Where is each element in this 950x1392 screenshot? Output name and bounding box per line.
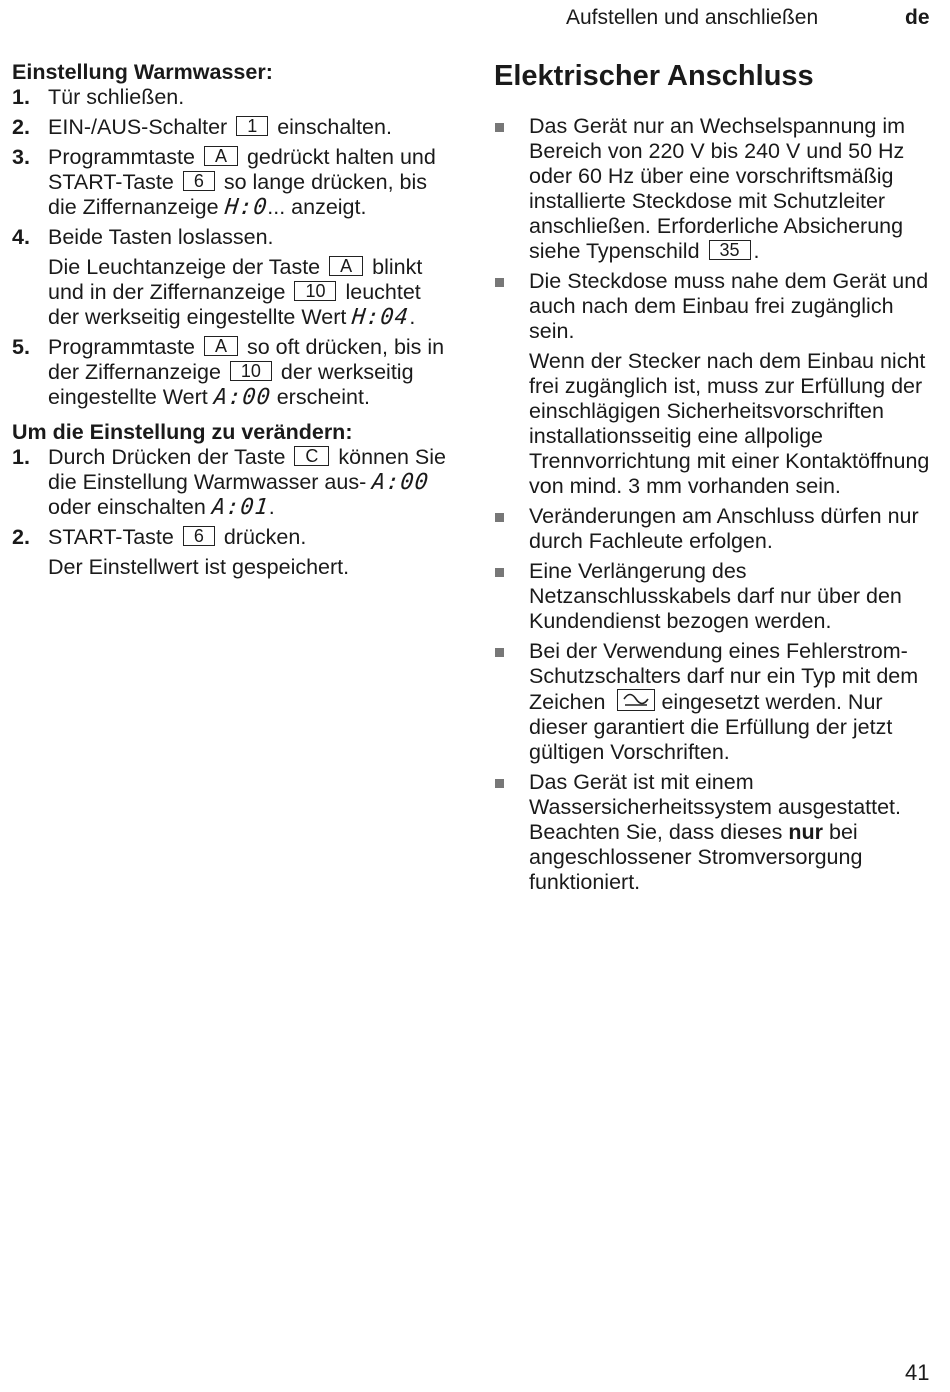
step-text: Durch Drücken der Taste <box>48 445 286 469</box>
note-text: blinkt und in der Ziffernanzeige <box>48 255 423 304</box>
bullet-text: eingesetzt werden. Nur dieser garantiert die Erfüllung der jetzt gültigen Vorschriften. <box>529 690 893 764</box>
lcd-display-value: A:00 <box>212 385 273 410</box>
lcd-display-value: A:01 <box>210 495 271 520</box>
bullet-text: Die Steckdose muss nahe dem Gerät und auch nach dem Einbau frei zugänglich sein. <box>529 269 929 343</box>
bullet-item <box>494 504 934 554</box>
key-symbol: 6 <box>183 526 215 546</box>
square-bullet-icon <box>495 779 504 788</box>
square-bullet-icon <box>495 513 504 522</box>
step-text: einschalten. <box>277 115 392 139</box>
step-text: so oft drücken, bis in der Ziffernanzeige <box>48 335 445 384</box>
step-number: 4. <box>12 225 30 249</box>
bullet-text: Das Gerät ist mit einem Wassersicherheitssystem ausgestattet. Beachten Sie, dass dieses <box>529 770 902 844</box>
step-item <box>12 115 452 140</box>
key-symbol: 10 <box>294 281 336 301</box>
bullet-text: Bei der Verwendung eines Fehlerstrom-Schutzschalters darf nur ein Typ mit dem Zeichen <box>529 639 919 714</box>
step-text: Programmtaste <box>48 335 195 359</box>
key-symbol: 35 <box>709 240 751 260</box>
bullet-text: . <box>753 239 760 263</box>
lcd-display-value: H:0 <box>223 195 269 220</box>
step-text: Tür schließen. <box>48 85 185 109</box>
note-text: Die Leuchtanzeige der Taste <box>48 255 321 279</box>
step-item <box>12 225 452 250</box>
step-text: oder einschalten <box>48 495 206 519</box>
key-symbol: A <box>204 336 238 356</box>
step-text: so lange drücken, bis die Ziffernanzeige <box>48 170 428 219</box>
step-text: gedrückt halten und START-Taste <box>48 145 436 194</box>
bullet-item <box>494 639 934 765</box>
page-number: 41 <box>905 1360 930 1385</box>
key-symbol: 10 <box>230 361 272 381</box>
bullet-item <box>494 269 934 344</box>
step-number: 1. <box>12 85 30 109</box>
key-symbol: C <box>294 446 329 466</box>
step-item <box>12 335 452 410</box>
step-item <box>12 445 452 520</box>
step-number: 5. <box>12 335 30 359</box>
bullet-text: Veränderungen am Anschluss dürfen nur durch Fachleute erfolgen. <box>529 504 919 553</box>
lcd-display-value: H:04 <box>351 305 411 330</box>
section-title: Elektrischer Anschluss <box>494 60 814 92</box>
key-symbol: A <box>204 146 238 166</box>
heading-warmwasser: Einstellung Warmwasser: <box>12 60 273 84</box>
right-column <box>494 58 934 895</box>
step-text: erscheint. <box>276 385 370 409</box>
key-symbol: 6 <box>183 171 215 191</box>
step-text: der werkseitig eingestellte Wert <box>48 360 414 409</box>
key-symbol: 1 <box>236 116 268 136</box>
step-text: Beide Tasten loslassen. <box>48 225 274 249</box>
step-number: 2. <box>12 115 30 139</box>
bullet-text: Das Gerät nur an Wechselspannung im Bereich von 220 V bis 240 V und 50 Hz oder 60 Hz über eine vorschriftsmäßig installierte Steckdose mit Schutzleiter anschließen. Erforderliche Absicherung siehe Typenschild <box>529 114 906 263</box>
heading-change-setting: Um die Einstellung zu verändern: <box>12 420 353 444</box>
bullet-item <box>494 114 934 264</box>
step-number: 1. <box>12 445 30 469</box>
square-bullet-icon <box>495 278 504 287</box>
key-symbol: A <box>329 256 363 276</box>
step-text: ... anzeigt. <box>267 195 367 219</box>
bullet-text: Eine Verlängerung des Netzanschlusskabels darf nur über den Kundendienst bezogen werden. <box>529 559 902 633</box>
step-text: . <box>268 495 275 519</box>
step-text: EIN-/AUS-Schalter <box>48 115 228 139</box>
step-note: Der Einstellwert ist gespeichert. <box>48 555 350 579</box>
step-text: können Sie die Einstellung Warmwasser aus- <box>48 445 446 494</box>
lcd-display-value: A:00 <box>370 470 431 495</box>
note-text: leuchtet der werkseitig eingestellte Wert <box>48 280 421 329</box>
header-section-title: Aufstellen und anschließen <box>566 6 819 29</box>
bullet-text: bei angeschlossener Stromversorgung funktioniert. <box>529 820 863 894</box>
bullet-paragraph: Wenn der Stecker nach dem Einbau nicht frei zugänglich ist, muss zur Erfüllung der einschlägigen Sicherheitsvorschriften installationsseitig eine allpolige Trennvorrichtung mit einer Kontaktöffnung von mind. 3 mm vorhanden sein. <box>529 349 930 498</box>
step-item <box>12 85 452 110</box>
square-bullet-icon <box>495 648 504 657</box>
emphasis-text: nur <box>788 820 824 844</box>
step-text: Programmtaste <box>48 145 195 169</box>
page-header <box>0 6 950 36</box>
rcd-type-symbol-icon <box>617 689 655 711</box>
left-column <box>12 60 452 580</box>
header-language: de <box>905 6 930 29</box>
square-bullet-icon <box>495 568 504 577</box>
step-item <box>12 145 452 220</box>
note-text: . <box>409 305 416 329</box>
step-item <box>12 525 452 550</box>
step-note <box>12 255 452 330</box>
step-number: 2. <box>12 525 30 549</box>
bullet-item <box>494 770 934 895</box>
square-bullet-icon <box>495 123 504 132</box>
step-text: drücken. <box>223 525 307 549</box>
bullet-item <box>494 559 934 634</box>
step-text: START-Taste <box>48 525 174 549</box>
step-number: 3. <box>12 145 30 169</box>
